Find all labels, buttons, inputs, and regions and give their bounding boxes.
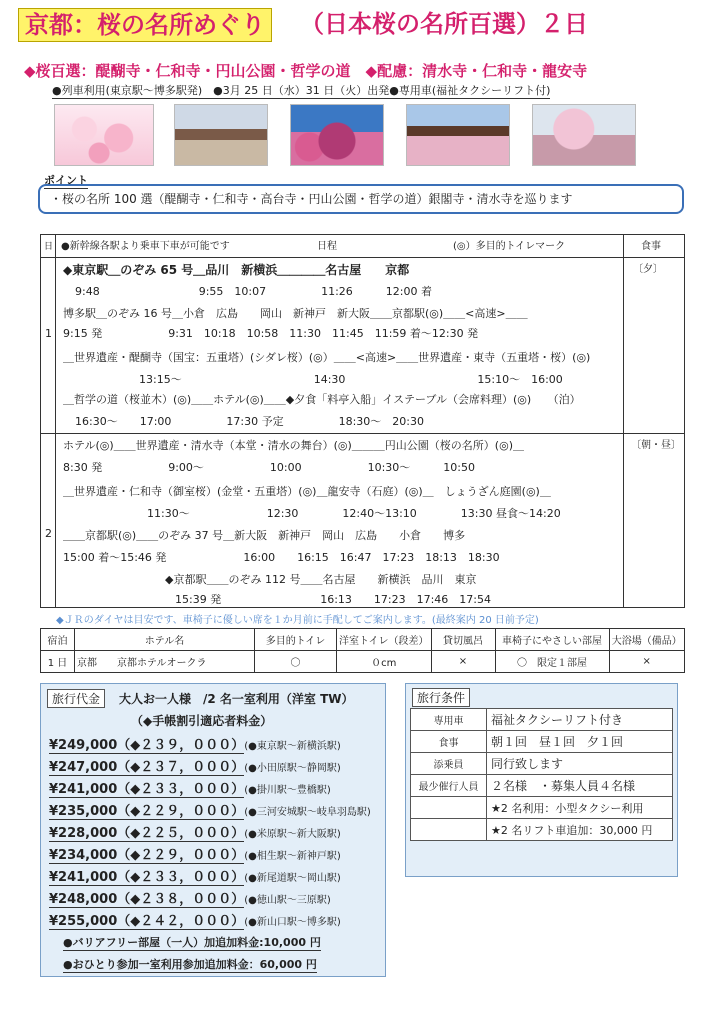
conditions-table	[410, 708, 673, 841]
schedule-header-itinerary: 日程	[317, 241, 337, 252]
day2-route-4: ◆京都駅＿＿のぞみ 112 号＿＿名古屋 新横浜 品川 東京	[165, 573, 477, 586]
conditions-row	[411, 819, 673, 841]
temple-photo-ninnaji	[290, 104, 384, 166]
price-range: (●米原駅～新大阪駅)	[244, 829, 341, 840]
barrier-free-surcharge: ●バリアフリー部屋（一人）加追加料金:10,000 円	[63, 936, 321, 949]
condition-value: 福祉タクシーリフト付き	[487, 709, 673, 731]
temple-photo-maruyama	[532, 104, 636, 166]
day1-number: 1	[45, 327, 52, 340]
page-title: 京都：桜の名所めぐり	[18, 8, 272, 42]
price-range: (●相生駅～新神戸駅)	[244, 851, 341, 862]
hotel-cell: 〇 限定１部屋	[495, 651, 609, 673]
price-box	[40, 683, 386, 977]
price-value: ¥248,000（◆２３８，０００）	[49, 892, 245, 907]
hotel-header-cell: 貸切風呂	[431, 629, 495, 651]
conditions-box	[405, 683, 678, 877]
price-range: (●掛川駅～豊橋駅)	[244, 785, 331, 796]
hotel-cell: 京都 京都ホテルオークラ	[75, 651, 255, 673]
day2-route-3: ＿＿京都駅(◎)＿＿のぞみ 37 号＿新大阪 新神戸 岡山 広島 小倉 博多	[63, 529, 466, 542]
condition-key: 最少催行人員	[411, 775, 487, 797]
day2-number: 2	[45, 527, 52, 540]
condition-key: 食事	[411, 731, 487, 753]
point-label: ポイント	[44, 174, 88, 187]
price-row	[49, 910, 341, 929]
conditions-tag: 旅行条件	[412, 688, 470, 707]
hotel-table-row	[41, 651, 685, 673]
condition-key: 専用車	[411, 709, 487, 731]
single-surcharge: ●おひとり参加一室利用参加追加料金：60,000 円	[63, 958, 317, 971]
day1-times-1: 9:48 9:55 10:07 11:26 12:00 着	[75, 285, 432, 298]
temple-photo-kiyomizu	[406, 104, 510, 166]
price-value: ¥234,000（◆２２９，０００）	[49, 848, 245, 863]
condition-key-empty	[411, 819, 487, 841]
day2-route-1: ホテル(◎)＿＿世界遺産・清水寺（本堂・清水の舞台）(◎)＿＿＿円山公園（桜の名所）(◎)＿	[63, 439, 524, 452]
day2-times-2: 11:30～ 12:30 12:40～13:10 13:30 昼食～14:20	[147, 507, 561, 520]
hotel-header-cell: 多目的トイレ	[255, 629, 337, 651]
day2-meal: 〔朝・昼〕	[631, 440, 681, 451]
conditions-row	[411, 775, 673, 797]
schedule-divider	[41, 433, 684, 434]
day1-route-2: 博多駅＿のぞみ 16 号＿小倉 広島 岡山 新神戸 新大阪＿＿京都駅(◎)＿＿<高速>＿＿	[63, 307, 528, 320]
hotel-header-cell: ホテル名	[75, 629, 255, 651]
trip-info-line: ●列車利用(東京駅～博多駅発) ●3月 25 日（水）31 日（火）出発●専用車(福祉タクシーリフト付)	[52, 84, 551, 97]
hotel-cell: 1 日	[41, 651, 75, 673]
condition-note: ★2 名利用：小型タクシー利用	[487, 797, 673, 819]
conditions-row	[411, 797, 673, 819]
hotel-cell: 〇	[255, 651, 337, 673]
conditions-row	[411, 731, 673, 753]
hotel-cell: ×	[431, 651, 495, 673]
price-range: (●三河安城駅～岐阜羽島駅)	[244, 807, 371, 818]
day2-times-4: 15:39 発 16:13 17:23 17:46 17:54	[175, 593, 491, 606]
price-row	[49, 844, 341, 863]
price-row	[49, 800, 371, 819]
sakura-photo-closeup	[54, 104, 154, 166]
hotel-header-cell: 大浴場（備品）	[609, 629, 685, 651]
price-value: ¥235,000（◆２２９，０００）	[49, 804, 245, 819]
jr-timetable-note: ◆ＪＲのダイヤは目安です、車椅子に優しい席を１か月前に手配してご案内します。(最終案内 20 日前予定)	[56, 615, 539, 626]
condition-value: 朝１回 昼１回 夕１回	[487, 731, 673, 753]
day1-times-4: 16:30～ 17:00 17:30 予定 18:30～ 20:30	[75, 415, 424, 428]
conditions-row	[411, 753, 673, 775]
condition-key-empty	[411, 797, 487, 819]
price-range: (●新尾道駅～岡山駅)	[244, 873, 341, 884]
conditions-row	[411, 709, 673, 731]
day1-meal: 〔夕〕	[633, 264, 663, 275]
price-value: ¥228,000（◆２２５，０００）	[49, 826, 245, 841]
day1-times-2: 9:15 発 9:31 10:18 10:58 11:30 11:45 11:59 着～12:30 発	[63, 327, 479, 340]
hotel-table-header	[41, 629, 685, 651]
price-row	[49, 888, 331, 907]
day2-times-1: 8:30 発 9:00～ 10:00 10:30～ 10:50	[63, 461, 475, 474]
day2-times-3: 15:00 着～15:46 発 16:00 16:15 16:47 17:23 18:13 18:30	[63, 551, 500, 564]
day1-route-3: ＿世界遺産・醍醐寺（国宝：五重塔）(シダレ桜）(◎）＿＿<高速>＿＿世界遺産・東寺（五重塔・桜）(◎)	[63, 351, 591, 364]
day1-route-4: ＿哲学の道（桜並木）(◎)＿＿ホテル(◎)＿＿◆夕食「料亭入船」イステーブル（会席料理）(◎) （泊）	[63, 393, 581, 406]
hotel-cell: ０cm	[337, 651, 432, 673]
price-row	[49, 778, 331, 797]
price-range: (●東京駅～新横浜駅)	[244, 741, 341, 752]
day1-times-3: 13:15～ 14:30 15:10～ 16:00	[139, 373, 563, 386]
hotel-header-cell: 宿泊	[41, 629, 75, 651]
price-discount-note: （◆手帳割引適応者料金）	[131, 714, 273, 728]
condition-value: ２名様 ・募集人員４名様	[487, 775, 673, 797]
price-row	[49, 866, 341, 885]
price-row	[49, 822, 341, 841]
schedule-header-toilet: (◎）多目的トイレマーク	[453, 241, 566, 252]
point-box: ・桜の名所 100 選（醍醐寺・仁和寺・高台寺・円山公園・哲学の道）銀閣寺・清水寺を巡ります	[38, 184, 684, 214]
hotel-cell: ×	[609, 651, 685, 673]
price-head: 大人お一人様 /2 名一室利用（洋室 TW）	[119, 692, 354, 706]
day1-route-1: ◆東京駅＿のぞみ 65 号＿品川 新横浜＿＿＿＿名古屋 京都	[63, 263, 410, 277]
day2-route-2: ＿世界遺産・仁和寺（御室桜）(金堂・五重塔）(◎)＿龍安寺（石庭）(◎)＿ しょうざん庭園(◎)＿	[63, 485, 551, 498]
hotel-table	[40, 628, 685, 673]
schedule-divider	[41, 257, 684, 258]
price-value: ¥247,000（◆２３７，０００）	[49, 760, 245, 775]
price-range: (●徳山駅～三原駅)	[244, 895, 331, 906]
price-value: ¥255,000（◆２４２，０００）	[49, 914, 245, 929]
schedule-divider	[55, 235, 56, 607]
hotel-header-cell: 洋室トイレ（段差）	[337, 629, 432, 651]
price-range: (●小田原駅～静岡駅)	[244, 763, 341, 774]
temple-photo-daigoji	[174, 104, 268, 166]
price-row	[49, 734, 341, 753]
price-tag: 旅行代金	[47, 689, 105, 708]
sakura-highlight-line: ◆桜百選：醍醐寺・仁和寺・円山公園・哲学の道 ◆配慮：清水寺・仁和寺・龍安寺	[24, 62, 588, 80]
schedule-header-meal: 食事	[641, 241, 661, 252]
price-row	[49, 756, 341, 775]
condition-value: 同行致します	[487, 753, 673, 775]
condition-key: 添乗員	[411, 753, 487, 775]
schedule-divider	[623, 235, 624, 607]
schedule-header-note: ●新幹線各駅より乗車下車が可能です	[61, 241, 230, 252]
price-value: ¥241,000（◆２３３，０００）	[49, 870, 245, 885]
schedule-header-day: 日	[44, 242, 54, 252]
price-value: ¥249,000（◆２３９，０００）	[49, 738, 245, 753]
schedule-table	[40, 234, 685, 608]
price-range: (●新山口駅～博多駅)	[244, 917, 341, 928]
hotel-header-cell: 車椅子にやさしい部屋	[495, 629, 609, 651]
condition-note: ★2 名リフト車追加：30,000 円	[487, 819, 673, 841]
page-subtitle: （日本桜の名所百選）２日	[300, 10, 588, 38]
price-value: ¥241,000（◆２３３，０００）	[49, 782, 245, 797]
